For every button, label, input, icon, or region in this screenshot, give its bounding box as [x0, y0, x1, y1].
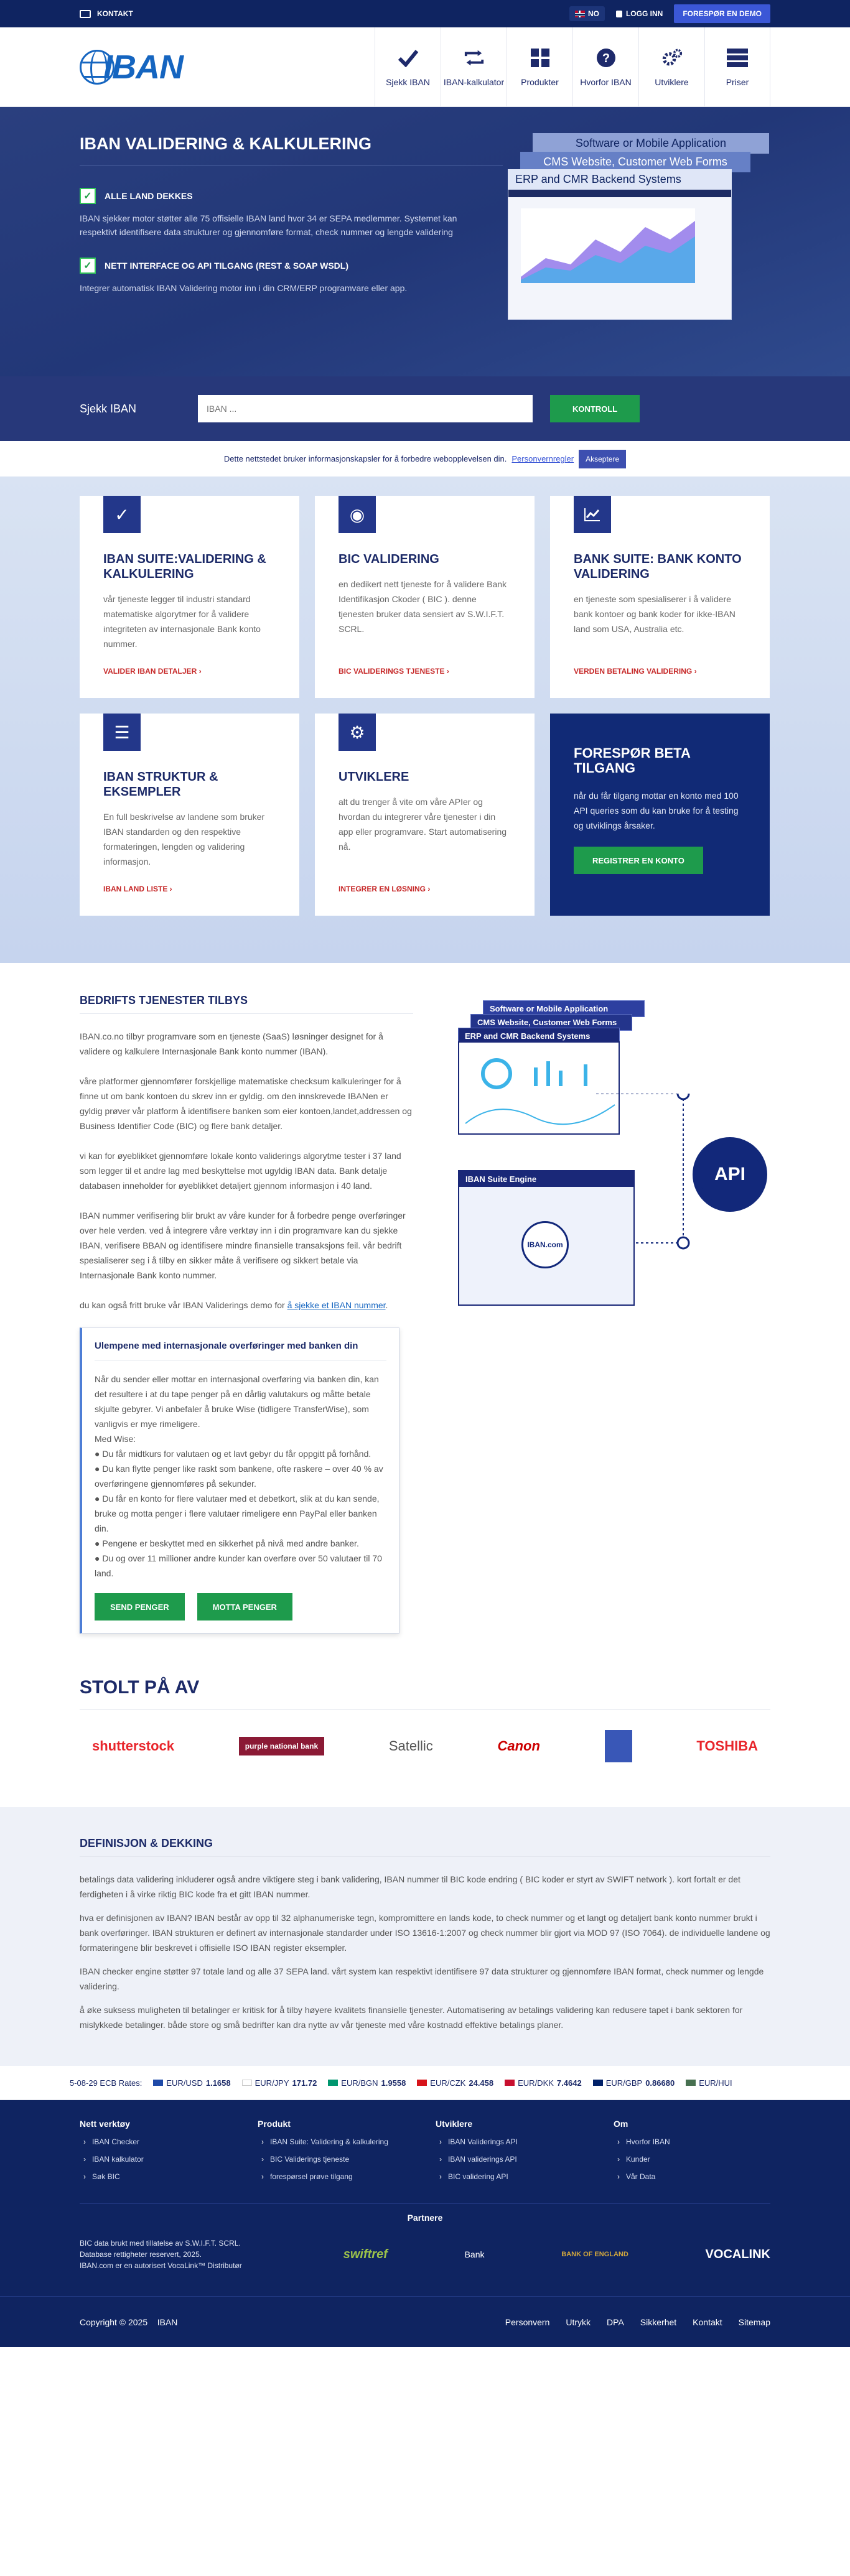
card-link[interactable]: INTEGRER EN LØSNING ›: [339, 885, 431, 893]
footer-link[interactable]: › IBAN validerings API: [436, 2155, 614, 2164]
beta-access-card: [550, 714, 770, 916]
shutterstock-logo: shutterstock: [92, 1738, 175, 1754]
wise-bullet: ● Du får en konto for flere valutaer med et debetkort, slik at du kan sende, bruke og motta penger i flere valutaer rimeligere enn PayPal eller banken din.: [95, 1494, 380, 1533]
wise-box: [80, 1328, 399, 1634]
card-text: alt du trenger å vite om våre APIer og hvordan du integrerer våre tjenester i din app eller programvare. Start automatisering nå.: [339, 797, 507, 852]
contact-label: KONTAKT: [97, 9, 133, 18]
demo-link[interactable]: å sjekke et IBAN nummer: [287, 1300, 386, 1310]
send-money-button[interactable]: SEND PENGER: [95, 1593, 185, 1620]
footer-link[interactable]: › Vår Data: [614, 2172, 770, 2181]
dashboard-screenshot: [508, 189, 732, 320]
nav-check-iban[interactable]: [375, 27, 441, 107]
diagram-tab: Software or Mobile Application: [483, 1000, 645, 1017]
logo-text: IBAN: [103, 49, 183, 86]
ticker-item: EUR/JPY 171.72: [242, 2078, 317, 2088]
card-link[interactable]: BIC VALIDERINGS TJENESTE ›: [339, 667, 449, 676]
ticker-item: EUR/GBP 0.86680: [593, 2078, 675, 2088]
products-section: [0, 477, 850, 963]
wise-bullet: ● Pengene er beskyttet med en sikkerhet på nivå med andre banker.: [95, 1538, 359, 1548]
receive-money-button[interactable]: MOTTA PENGER: [197, 1593, 292, 1620]
nav-why-iban[interactable]: [572, 27, 638, 107]
footer-link[interactable]: › BIC validering API: [436, 2172, 614, 2181]
services-paragraph: IBAN nummer verifisering blir brukt av våre kunder for å forbedre penge overføringer over hele verden. ved å integrere våre verktøy inn i din programvare kan du sjekke IBAN, verifisere BBAN og identifisere mindre finansielle transaksjons feil. vår bedrift spesialiserer seg i å tilby en sikker måte å verifisere og sikkert betale via Internasjonale Bank konto nummer.: [80, 1211, 406, 1280]
definitions-paragraph: hva er definisjonen av IBAN? IBAN består av opp til 32 alphanumeriske tegn, kompromittere en lands kode, to check nummer og et langt og detaljert bank konto nummer brukt i bank overføringer. IBAN strukturen er definert av internasjonale standarder under ISO 13616-1:2007 og check nummer blir gjort via MOD 97 (ISO 7064). de individuelle landene og formateringene blir beskrevet i offisielle ISO IBAN register eksempler.: [80, 1913, 770, 1953]
definitions-title: DEFINISJON & DEKKING: [80, 1837, 770, 1857]
check-icon: ✓: [103, 496, 141, 533]
card-link[interactable]: VERDEN BETALING VALIDERING ›: [574, 667, 697, 676]
diagram-screen: [458, 1041, 620, 1135]
hero-illustration: [508, 127, 769, 320]
checkbox-icon: ✓: [80, 258, 96, 274]
check-icon: [398, 47, 419, 68]
footer-link[interactable]: › forespørsel prøve tilgang: [258, 2172, 436, 2181]
footer-bottom-link[interactable]: Utrykk: [566, 2317, 591, 2327]
cookie-notice: [0, 441, 850, 477]
chart-icon: [574, 496, 611, 533]
hero-section: [0, 107, 850, 376]
nav-iban-calculator[interactable]: [441, 27, 507, 107]
footer-link[interactable]: › Kunder: [614, 2155, 770, 2164]
gears-icon: [661, 47, 683, 68]
flag-icon: [328, 2080, 338, 2086]
hero-point-title: NETT INTERFACE OG API TILGANG (REST & SOAP WSDL): [105, 261, 349, 271]
hero-point-title: ALLE LAND DEKKES: [105, 191, 193, 201]
footer: [0, 2100, 850, 2347]
language-label: NO: [587, 9, 599, 18]
card-link[interactable]: VALIDER IBAN DETALJER ›: [103, 667, 202, 676]
footer-link[interactable]: › IBAN Checker: [80, 2137, 258, 2146]
flag-icon: [593, 2080, 603, 2086]
flag-icon: [242, 2080, 252, 2086]
login-link[interactable]: [611, 6, 668, 21]
card-text: En full beskrivelse av landene som bruker IBAN standarden og den respektive formateringen, lengden og validering informasjon.: [103, 812, 265, 867]
emblem-logo: [605, 1730, 632, 1762]
illustration-tab: Software or Mobile Application: [533, 133, 769, 154]
vocalink-logo: VOCALINK: [705, 2247, 770, 2261]
iban-input[interactable]: [198, 395, 533, 422]
footer-bottom-link[interactable]: Kontakt: [693, 2317, 722, 2327]
flag-icon: [417, 2080, 427, 2086]
api-diagram: [422, 994, 770, 1325]
engine-title: IBAN Suite Engine: [459, 1171, 633, 1187]
ticker-item: EUR/DKK 7.4642: [505, 2078, 582, 2088]
product-card: [315, 714, 535, 916]
check-iban-label: Sjekk IBAN: [80, 402, 137, 415]
wise-paragraph: Når du sender eller mottar en internasjonal overføring via banken din, kan det resultere i at du tape penger på en dårlig valutakurs og måtte betale skjulte gebyrer. Vi anbefaler å bruke Wise (tidligere TransferWise), som vanligvis er mye rimeligere.: [95, 1374, 379, 1429]
globe-icon: [80, 50, 114, 85]
grid-icon: [530, 47, 551, 68]
nav-products[interactable]: [507, 27, 572, 107]
card-title: IBAN STRUKTUR & EKSEMPLER: [103, 770, 218, 799]
ticker-item: EUR/HUI: [686, 2078, 732, 2088]
definitions-paragraph: betalings data validering inkluderer også andre viktigere steg i bank validering, IBAN nummer til BIC kode endring ( BIC koder er styrt av SWIFT network ). kort fortalt er det ferdigheten i å virke riktig BIC kode fra et gitt IBAN nummer.: [80, 1874, 740, 1899]
trusted-by-section: [0, 1658, 850, 1807]
nav-label: Utviklere: [655, 77, 689, 87]
illustration-tab: CMS Website, Customer Web Forms: [520, 152, 750, 172]
globe-icon: ◉: [339, 496, 376, 533]
nav-label: Produkter: [521, 77, 559, 87]
canon-logo: Canon: [497, 1738, 540, 1754]
bank-logo: Bank: [464, 2249, 485, 2259]
nav-developers[interactable]: [638, 27, 704, 107]
privacy-link[interactable]: Personvernregler: [511, 454, 574, 463]
footer-link[interactable]: › IBAN Validerings API: [436, 2137, 614, 2146]
bank-of-england-logo: BANK OF ENGLAND: [561, 2251, 628, 2258]
card-text: en dedikert nett tjeneste for å validere Bank Identifikasjon Ckoder ( BIC ). denne tjenesten bruker data sensiert av S.W.I.F.T. SCRL.: [339, 579, 507, 634]
swap-icon: [464, 47, 485, 68]
cookie-text: Dette nettstedet bruker informasjonskapsler for å forbedre webopplevelsen din.: [223, 454, 507, 463]
wise-title: Ulempene med internasjonale overføringer med banken din: [95, 1341, 386, 1360]
engine-logo: IBAN.com: [521, 1221, 569, 1268]
norway-flag-icon: [575, 11, 585, 17]
check-iban-bar: [0, 376, 850, 441]
definitions-paragraph: å øke suksess muligheten til betalinger er kritisk for å tilby høyere kvalitets finansielle tjenester. Automatisering av betalings validering kan redusere tapet i bank sektoren for mislykkede betalinger. både store og små bedrifter kan dra nytte av vår tjeneste med våre kostnadd effektive betalings planer.: [80, 2005, 743, 2030]
nav-prices[interactable]: [704, 27, 770, 107]
nav-label: Hvorfor IBAN: [580, 77, 632, 87]
illustration-tab: ERP and CMR Backend Systems: [508, 169, 732, 190]
trusted-by-title: STOLT PÅ AV: [80, 1677, 770, 1710]
gears-icon: ⚙: [339, 714, 376, 751]
definitions-section: [0, 1807, 850, 2066]
login-label: LOGG INN: [625, 9, 663, 18]
check-button[interactable]: KONTROLL: [550, 395, 640, 422]
hero-title: IBAN VALIDERING & KALKULERING: [80, 134, 503, 165]
footer-link[interactable]: › IBAN Suite: Validering & kalkulering: [258, 2137, 436, 2146]
top-bar: [0, 0, 850, 27]
product-card: [80, 714, 299, 916]
accept-cookies-button[interactable]: Akseptere: [579, 450, 626, 468]
services-paragraph: våre platformer gjennomfører forskjellige matematiske checksum kalkuleringer for å finne ut om bank kontoen du skrev inn er gyldig. om den innskrevede IBANen er gyldig prøver vår platform å identifisere banken som eier kontoen,landet,addressen og Business Identifier Code (BIC) og flere bank detaljer.: [80, 1076, 412, 1131]
language-selector[interactable]: [569, 6, 605, 21]
nav-label: Sjekk IBAN: [386, 77, 430, 87]
swiftref-logo: swiftref: [343, 2247, 388, 2261]
footer-bottom-link[interactable]: Sikkerhet: [640, 2317, 677, 2327]
card-title: IBAN SUITE:VALIDERING & KALKULERING: [103, 552, 266, 581]
main-nav: [375, 27, 770, 107]
mail-icon: [80, 10, 91, 18]
api-gear-icon: API: [693, 1137, 767, 1212]
flag-icon: [686, 2080, 696, 2086]
card-text: en tjeneste som spesialiserer i å validere bank kontoer og bank koder for ikke-IBAN land som USA, Australia etc.: [574, 594, 736, 634]
footer-link[interactable]: › Hvorfor IBAN: [614, 2137, 770, 2146]
product-card: [315, 496, 535, 698]
card-text: vår tjeneste legger til industri standard matematiske algorytmer for å validere integriteten av internasjonale Bank konto nummer.: [103, 594, 261, 649]
contact-link[interactable]: [80, 9, 133, 18]
footer-link[interactable]: › IBAN kalkulator: [80, 2155, 258, 2164]
lock-icon: [616, 11, 622, 17]
footer-bottom-link[interactable]: Personvern: [505, 2317, 550, 2327]
card-title: BIC VALIDERING: [339, 552, 439, 566]
services-paragraph: du kan også fritt bruke vår IBAN Validerings demo for å sjekke et IBAN nummer.: [80, 1300, 388, 1310]
wise-paragraph: Med Wise:: [95, 1434, 136, 1444]
ticker-item: EUR/USD 1.1658: [153, 2078, 230, 2088]
nav-label: IBAN-kalkulator: [443, 77, 505, 87]
footer-note: BIC data brukt med tillatelse av S.W.I.F.T. SCRL. Database rettigheter reservert, 2025. IBAN.com er en autorisert VocaLink™ Distributør: [80, 2239, 242, 2270]
exchange-rate-ticker: [0, 2066, 850, 2100]
wise-bullet: ● Du kan flytte penger like raskt som bankene, ofte raskere – over 40 % av overføringene gjennomføres på sekunder.: [95, 1464, 383, 1489]
footer-link[interactable]: › BIC Validerings tjeneste: [258, 2155, 436, 2164]
beta-text: når du får tilgang mottar en konto med 100 API queries som du kan bruke for å testing og utviklings årsaker.: [574, 791, 739, 830]
services-paragraph: IBAN.co.no tilbyr programvare som en tjeneste (SaaS) løsninger designet for å validere og kalkulere Internasjonale Bank konto nummer (IBAN).: [80, 1031, 383, 1056]
footer-col-title: Produkt: [258, 2119, 291, 2129]
nav-label: Priser: [726, 77, 749, 87]
flag-icon: [505, 2080, 515, 2086]
product-card: [80, 496, 299, 698]
hero-point-text: Integrer automatisk IBAN Validering motor inn i din CRM/ERP programvare eller app.: [80, 283, 408, 293]
dashboard-graph: [521, 208, 695, 283]
iban-suite-engine: [458, 1170, 635, 1306]
checkbox-icon: ✓: [80, 188, 96, 204]
main-header: [0, 27, 850, 107]
partners-title: Partnere: [80, 2203, 770, 2223]
question-icon: [595, 47, 617, 68]
beta-title: FORESPØR BETA TILGANG: [574, 745, 691, 776]
services-title: BEDRIFTS TJENESTER TILBYS: [80, 994, 413, 1014]
toshiba-logo: TOSHIBA: [696, 1738, 758, 1754]
footer-col-title: Utviklere: [436, 2119, 473, 2129]
diagram-tab: ERP and CMR Backend Systems: [458, 1028, 620, 1044]
footer-link[interactable]: › Søk BIC: [80, 2172, 258, 2181]
footer-col-title: Om: [614, 2119, 628, 2129]
card-title: UTVIKLERE: [339, 770, 409, 784]
satellic-logo: Satellic: [388, 1738, 433, 1754]
footer-col-title: Nett verktøy: [80, 2119, 130, 2129]
ticker-item: EUR/BGN 1.9558: [328, 2078, 406, 2088]
wise-bullet: ● Du får midtkurs for valutaen og et lavt gebyr du får oppgitt på forhånd.: [95, 1449, 371, 1459]
iban-logo[interactable]: [80, 48, 183, 86]
list-icon: ☰: [103, 714, 141, 751]
services-section: [0, 963, 850, 1658]
svg-text:?: ?: [602, 52, 610, 65]
card-title: BANK SUITE: BANK KONTO VALIDERING: [574, 552, 742, 581]
definitions-paragraph: IBAN checker engine støtter 97 totale land og alle 37 SEPA land. vårt system kan respektivt identifisere 97 data strukturer og gjennomføre IBAN format, check nummer og lengde validering.: [80, 1966, 764, 1991]
purple-national-bank-logo: purple national bank: [239, 1737, 324, 1755]
register-account-button[interactable]: REGISTRER EN KONTO: [574, 847, 703, 874]
ticker-label: 5-08-29 ECB Rates:: [70, 2078, 142, 2088]
hero-point-text: IBAN sjekker motor støtter alle 75 offisielle IBAN land hvor 34 er SEPA medlemmer. Systemet kan respektivt identifisere data strukturer og gjennomføre format, check nummer og lengde validering: [80, 213, 457, 237]
product-card: [550, 496, 770, 698]
footer-bottom-link[interactable]: Sitemap: [738, 2317, 770, 2327]
card-link[interactable]: IBAN LAND LISTE ›: [103, 885, 172, 893]
services-paragraph: vi kan for øyeblikket gjennomføre lokale konto validerings algorytme tester i 37 land som legger til et andre lag med beskyttelse mot ugyldig IBAN data. Bank detalje databasen inneholder for øyeblikket detaljert gjennom informasjon i 40 land.: [80, 1151, 401, 1191]
diagram-tab: CMS Website, Customer Web Forms: [470, 1014, 632, 1031]
wise-bullet: ● Du og over 11 millioner andre kunder kan overføre over 50 valutaer til 70 land.: [95, 1553, 382, 1578]
ticker-item: EUR/CZK 24.458: [417, 2078, 493, 2088]
copyright: Copyright © 2025 IBAN: [80, 2317, 178, 2327]
footer-bottom-link[interactable]: DPA: [607, 2317, 624, 2327]
request-demo-button[interactable]: FORESPØR EN DEMO: [674, 4, 770, 23]
flag-icon: [153, 2080, 163, 2086]
server-icon: [727, 47, 748, 68]
